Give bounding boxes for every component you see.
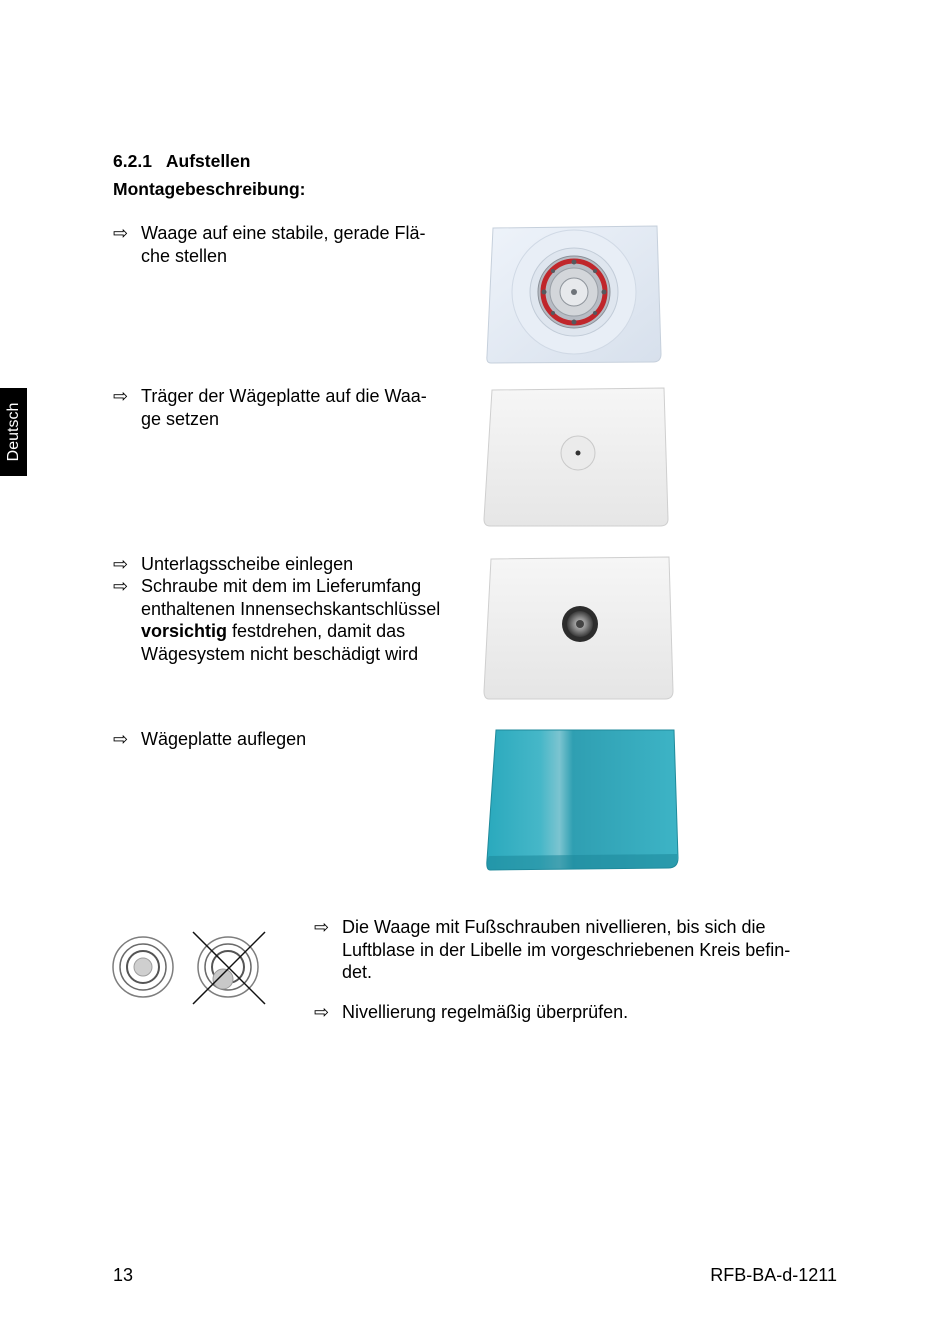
arrow-right-icon: ⇨ xyxy=(314,1002,330,1022)
step-text: Die Waage mit Fußschrauben nivellieren, bis sich die Luftblase in der Libelle im vorgeschriebenen Kreis befin- det. xyxy=(342,917,791,982)
arrow-right-icon: ⇨ xyxy=(113,554,129,574)
page-number: 13 xyxy=(113,1265,134,1285)
step-text: Nivellierung regelmäßig überprüfen. xyxy=(342,1002,629,1022)
section-heading xyxy=(113,151,250,172)
language-tab-label: Deutsch xyxy=(4,402,22,462)
scale-base-photo xyxy=(485,222,663,365)
arrow-right-icon: ⇨ xyxy=(113,223,129,243)
step-text: Unterlagsscheibe einlegen xyxy=(141,554,354,574)
screw-washer-photo xyxy=(483,555,677,703)
step-item xyxy=(113,553,473,577)
section-number: 6.2.1 xyxy=(113,151,152,171)
step-item xyxy=(113,222,473,272)
level-step xyxy=(314,916,834,986)
arrow-right-icon: ⇨ xyxy=(113,386,129,406)
step-text: Wägeplatte auflegen xyxy=(141,729,307,749)
level-incorrect-icon xyxy=(190,929,268,1007)
language-tab xyxy=(0,388,27,476)
step-item xyxy=(113,728,473,752)
arrow-right-icon: ⇨ xyxy=(113,729,129,749)
step-item xyxy=(113,575,473,670)
step-text: Träger der Wägeplatte auf die Waa- ge setzen xyxy=(141,386,427,429)
level-check-step xyxy=(314,1001,834,1025)
level-correct-icon xyxy=(112,933,176,1001)
plate-carrier-photo xyxy=(482,385,674,530)
step-text: Schraube mit dem im Lieferumfang enthaltenen Innensechskantschlüssel vorsichtig festdrehen, damit das Wägesystem nicht beschädigt wird xyxy=(141,576,441,664)
section-title: Aufstellen xyxy=(165,151,251,171)
step-text: Waage auf eine stabile, gerade Flä- che stellen xyxy=(141,223,426,266)
emphasis-text: vorsichtig xyxy=(141,621,228,641)
arrow-right-icon: ⇨ xyxy=(113,576,129,596)
document-id: RFB-BA-d-1211 xyxy=(710,1265,837,1285)
arrow-right-icon: ⇨ xyxy=(314,917,330,937)
weighing-plate-photo xyxy=(486,728,682,873)
step-item xyxy=(113,385,473,435)
section-subtitle: Montagebeschreibung: xyxy=(113,179,306,199)
